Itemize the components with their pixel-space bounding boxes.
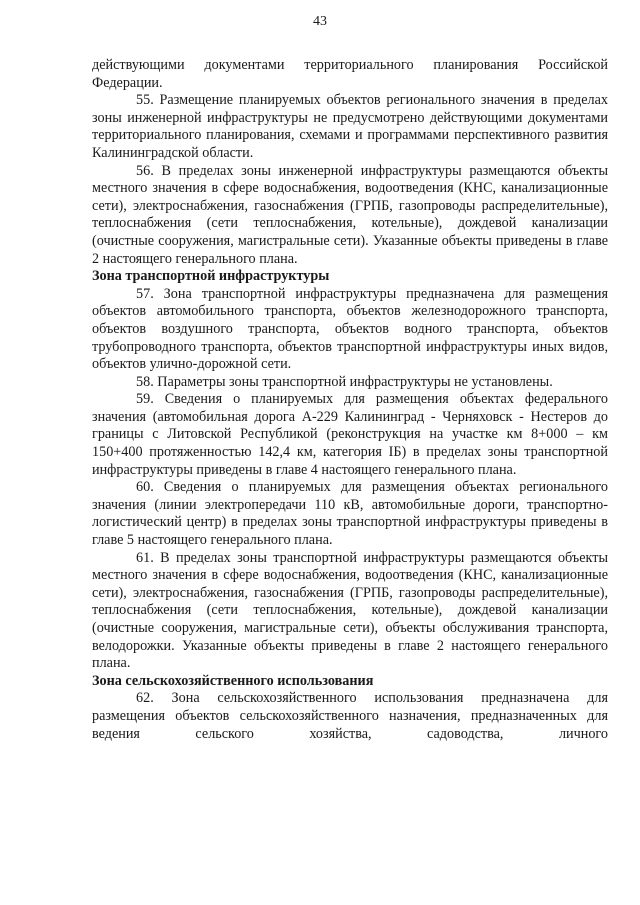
paragraph-59: 59. Сведения о планируемых для размещения объектах федерального значения (автомобильная дорога А-229 Калининград - Черняховск - Нестеров до границы с Литовской Республикой (реконструкция на участке км 8+000 – км 150+400 протяженностью 142,4 км, категория IБ) в пределах зоны транспортной инфраструктуры приведены в главе 4 настоящего генерального плана. bbox=[92, 391, 608, 478]
paragraph-57: 57. Зона транспортной инфраструктуры предназначена для размещения объектов автомобильного транспорта, объектов железнодорожного транспорта, объектов воздушного транспорта, объектов водного транспорта, объектов трубопроводного транспорта, объектов транспортной инфраструктуры иных видов, объектов улично-дорожной сети. bbox=[92, 285, 608, 373]
section-heading-agriculture: Зона сельскохозяйственного использования bbox=[92, 672, 374, 689]
page-number: 43 bbox=[313, 14, 327, 29]
paragraph-55: 55. Размещение планируемых объектов регионального значения в пределах зоны инженерной инфраструктуры не предусмотрено действующими документами территориального планирования, схемами и программами перспективного развития Калининградской области. bbox=[92, 92, 608, 161]
document-body bbox=[92, 57, 608, 743]
paragraph-62: 62. Зона сельскохозяйственного использования предназначена для размещения объектов сельскохозяйственного назначения, предназначенных для ведения сельского хозяйства, садоводства, личного bbox=[92, 690, 608, 742]
section-heading-transport: Зона транспортной инфраструктуры bbox=[92, 268, 330, 285]
paragraph-61: 61. В пределах зоны транспортной инфраструктуры размещаются объекты местного значения в сфере водоснабжения, водоотведения (КНС, канализационные сети), электроснабжения, газоснабжения (ГРПБ, газопроводы распределительные), теплоснабжения (сети теплоснабжения, котельные), дождевой канализации (очистные сооружения, магистральные сети), объекты обслуживания транспорта, велодорожки. Указанные объекты приведены в главе 2 настоящего генерального плана. bbox=[92, 549, 608, 672]
paragraph-continuation: действующими документами территориального планирования Российской Федерации. bbox=[92, 57, 608, 91]
paragraph-60: 60. Сведения о планируемых для размещения объектах регионального значения (линии электропередачи 110 кВ, автомобильные дороги, транспортно-логистический центр) в пределах зоны транспортной инфраструктуры приведены в главе 5 настоящего генерального плана. bbox=[92, 479, 608, 549]
paragraph-56: 56. В пределах зоны инженерной инфраструктуры размещаются объекты местного значения в сфере водоснабжения, водоотведения (КНС, канализационные сети), электроснабжения, газоснабжения (ГРПБ, газопроводы распределительные), теплоснабжения (сети теплоснабжения, котельные), дождевой канализации (очистные сооружения, магистральные сети). Указанные объекты приведены в главе 2 настоящего генерального плана. bbox=[92, 162, 608, 267]
paragraph-58: 58. Параметры зоны транспортной инфраструктуры не установлены. bbox=[136, 373, 553, 390]
